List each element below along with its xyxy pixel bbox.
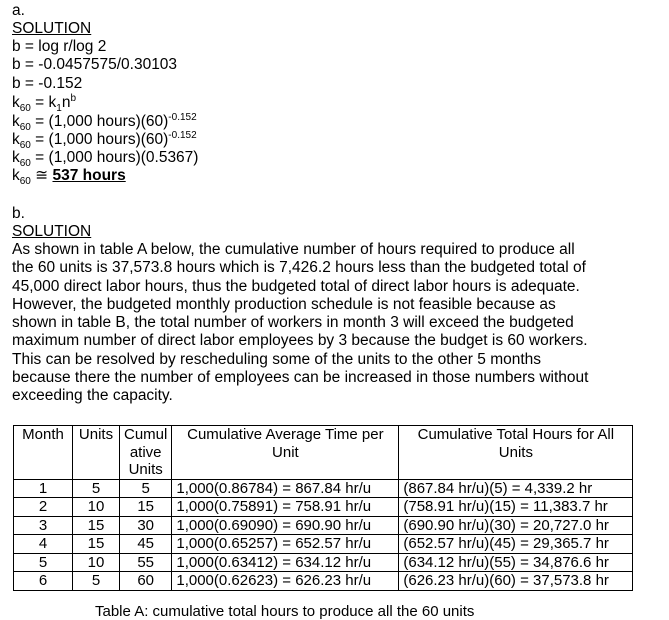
table-row [14,498,633,517]
k-subscript: 60 [19,158,31,170]
equation-line-1: b = log r/log 2 [12,38,107,55]
part-b-label: b. [12,205,25,222]
b-exponent: b [70,93,77,104]
k-subscript: 60 [19,176,31,188]
cell-month: 2 [14,498,73,517]
table-row [14,516,633,535]
equation-line-3: b = -0.152 [12,75,83,92]
k-subscript: 60 [19,140,31,152]
cell-total-hours: (652.57 hr/u)(45) = 29,365.7 hr [399,535,633,554]
header-total-hours: Cumulative Total Hours for All Units [399,426,633,480]
k-symbol: k [12,149,20,166]
cell-cum-units: 55 [120,553,172,572]
k-symbol: k [12,113,20,130]
cell-units: 5 [73,479,120,498]
equation-line-2: b = -0.0457575/0.30103 [12,56,178,73]
cell-total-hours: (758.91 hr/u)(15) = 11,383.7 hr [399,498,633,517]
cell-cum-units: 15 [120,498,172,517]
part-b-heading: SOLUTION [12,223,92,240]
cell-avg-time: 1,000(0.69090) = 690.90 hr/u [172,516,399,535]
cell-month: 5 [14,553,73,572]
table-header-row [14,426,633,480]
part-b-paragraph: As shown in table A below, the cumulative number of hours required to produce all the 60 units is 37,573.8 hours which is 7,426.2 hours less than the budgeted total of 45,000 direct labor hours, thus the budgeted total of direct labor hours is adequate. However, the budgeted monthly production schedule is not feasible because as shown in table B, the total number of workers in month 3 will exceed the budgeted maximum number of direct labor employees by 3 because the budget is 60 workers. This can be resolved by rescheduling some of the units to the other 5 months because there the number of employees can be increased in those numbers without exceeding the capacity. [12,241,589,405]
cell-units: 15 [73,535,120,554]
cell-total-hours: (626.23 hr/u)(60) = 37,573.8 hr [399,572,633,591]
table-row [14,553,633,572]
header-units: Units [73,426,120,480]
header-cumulative-units: Cumul ative Units [120,426,172,480]
cell-total-hours: (690.90 hr/u)(30) = 20,727.0 hr [399,516,633,535]
cell-cum-units: 30 [120,516,172,535]
cell-avg-time: 1,000(0.63412) = 634.12 hr/u [172,553,399,572]
eq7-main: = (1,000 hours)(0.5367) [30,149,199,166]
n-symbol: n [61,94,71,111]
k-symbol: k [12,94,20,111]
cell-units: 15 [73,516,120,535]
cell-avg-time: 1,000(0.86784) = 867.84 hr/u [172,479,399,498]
table-a [13,425,633,591]
eq6-main: = (1,000 hours)(60) [30,131,169,148]
cell-units: 10 [73,553,120,572]
final-answer: 537 hours [52,167,126,184]
cell-cum-units: 45 [120,535,172,554]
eq5-exponent: -0.152 [168,112,197,123]
cell-avg-time: 1,000(0.75891) = 758.91 hr/u [172,498,399,517]
k-subscript: 60 [19,122,31,134]
cell-total-hours: (634.12 hr/u)(55) = 34,876.6 hr [399,553,633,572]
table-row [14,479,633,498]
cell-units: 5 [73,572,120,591]
table-caption: Table A: cumulative total hours to produce all the 60 units [95,603,475,620]
cell-month: 4 [14,535,73,554]
table-row [14,535,633,554]
k-subscript: 60 [19,103,31,115]
k-symbol: k [12,167,20,184]
equation-line-8 [12,167,126,191]
cell-month: 6 [14,572,73,591]
k-symbol: k [12,131,20,148]
cell-avg-time: 1,000(0.62623) = 626.23 hr/u [172,572,399,591]
part-a-label: a. [12,2,25,19]
cell-avg-time: 1,000(0.65257) = 652.57 hr/u [172,535,399,554]
header-month: Month [14,426,73,480]
eq5-main: = (1,000 hours)(60) [30,113,169,130]
approx-symbol: ≅ [30,167,53,184]
cell-cum-units: 60 [120,572,172,591]
eq6-exponent: -0.152 [168,130,197,141]
eq-mid: = k [30,94,57,111]
cell-month: 3 [14,516,73,535]
table-row [14,572,633,591]
k1-subscript: 1 [56,103,62,115]
header-avg-time: Cumulative Average Time per Unit [172,426,399,480]
part-a-heading: SOLUTION [12,20,92,37]
cell-cum-units: 5 [120,479,172,498]
cell-total-hours: (867.84 hr/u)(5) = 4,339.2 hr [399,479,633,498]
cell-units: 10 [73,498,120,517]
cell-month: 1 [14,479,73,498]
